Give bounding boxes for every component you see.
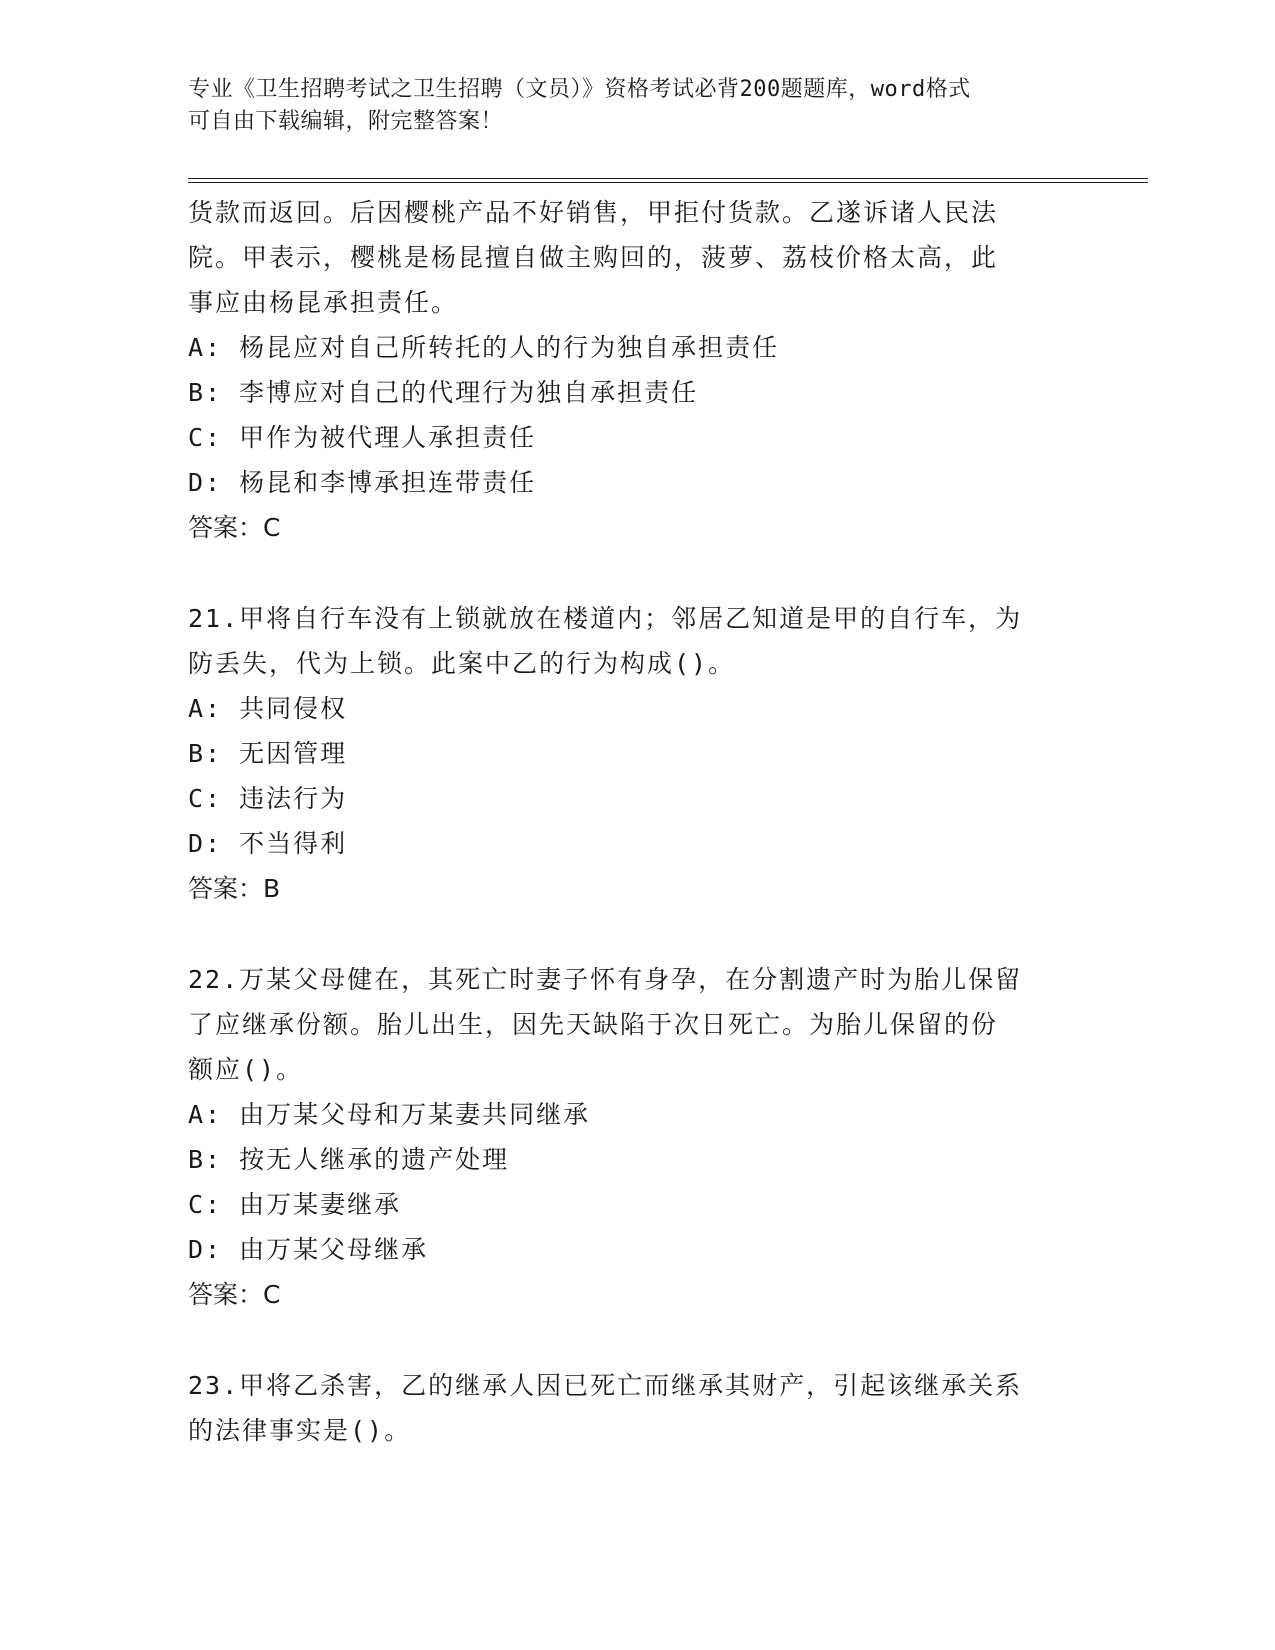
question-stem-line: 防丢失，代为上锁。此案中乙的行为构成()。 — [188, 649, 736, 678]
question-21 — [188, 596, 1088, 911]
header-line-2: 可自由下载编辑，附完整答案！ — [188, 109, 504, 134]
question-stem-line: 23.甲将乙杀害，乙的继承人因已死亡而继承其财产，引起该继承关系 — [188, 1371, 1023, 1400]
spacer — [188, 550, 1088, 596]
option-c: C: 甲作为被代理人承担责任 — [188, 423, 537, 452]
question-list — [188, 190, 1088, 1453]
header-rule-top — [188, 178, 1148, 179]
answer-label: 答案：B — [188, 874, 281, 903]
question-stem-line: 事应由杨昆承担责任。 — [188, 288, 459, 317]
question-stem-line: 货款而返回。后因樱桃产品不好销售，甲拒付货款。乙遂诉诸人民法 — [188, 198, 999, 227]
question-stem-line: 的法律事实是()。 — [188, 1416, 412, 1445]
option-c: C: 违法行为 — [188, 784, 348, 813]
option-b: B: 按无人继承的遗产处理 — [188, 1145, 510, 1174]
header-rule-bottom — [188, 182, 1148, 183]
question-stem-line: 院。甲表示，樱桃是杨昆擅自做主购回的，菠萝、荔枝价格太高，此 — [188, 243, 999, 272]
question-22 — [188, 957, 1088, 1317]
option-d: D: 由万某父母继承 — [188, 1235, 429, 1264]
question-stem-line: 额应()。 — [188, 1055, 304, 1084]
header-line-1: 专业《卫生招聘考试之卫生招聘（文员）》资格考试必背200题题库，word格式 — [188, 77, 971, 102]
option-d: D: 杨昆和李博承担连带责任 — [188, 468, 537, 497]
option-c: C: 由万某妻继承 — [188, 1190, 402, 1219]
option-d: D: 不当得利 — [188, 829, 348, 858]
option-b: B: 李博应对自己的代理行为独自承担责任 — [188, 378, 699, 407]
option-a: A: 共同侵权 — [188, 694, 348, 723]
question-20-continued — [188, 190, 1088, 550]
document-header — [188, 74, 1088, 138]
question-23 — [188, 1363, 1088, 1453]
question-stem-line: 21.甲将自行车没有上锁就放在楼道内；邻居乙知道是甲的自行车，为 — [188, 604, 1023, 633]
option-b: B: 无因管理 — [188, 739, 348, 768]
option-a: A: 杨昆应对自己所转托的人的行为独自承担责任 — [188, 333, 780, 362]
answer-label: 答案：C — [188, 513, 281, 542]
question-stem-line: 22.万某父母健在，其死亡时妻子怀有身孕，在分割遗产时为胎儿保留 — [188, 965, 1023, 994]
question-stem-line: 了应继承份额。胎儿出生，因先天缺陷于次日死亡。为胎儿保留的份 — [188, 1010, 999, 1039]
answer-label: 答案：C — [188, 1280, 281, 1309]
option-a: A: 由万某父母和万某妻共同继承 — [188, 1100, 591, 1129]
spacer — [188, 911, 1088, 957]
spacer — [188, 1317, 1088, 1363]
